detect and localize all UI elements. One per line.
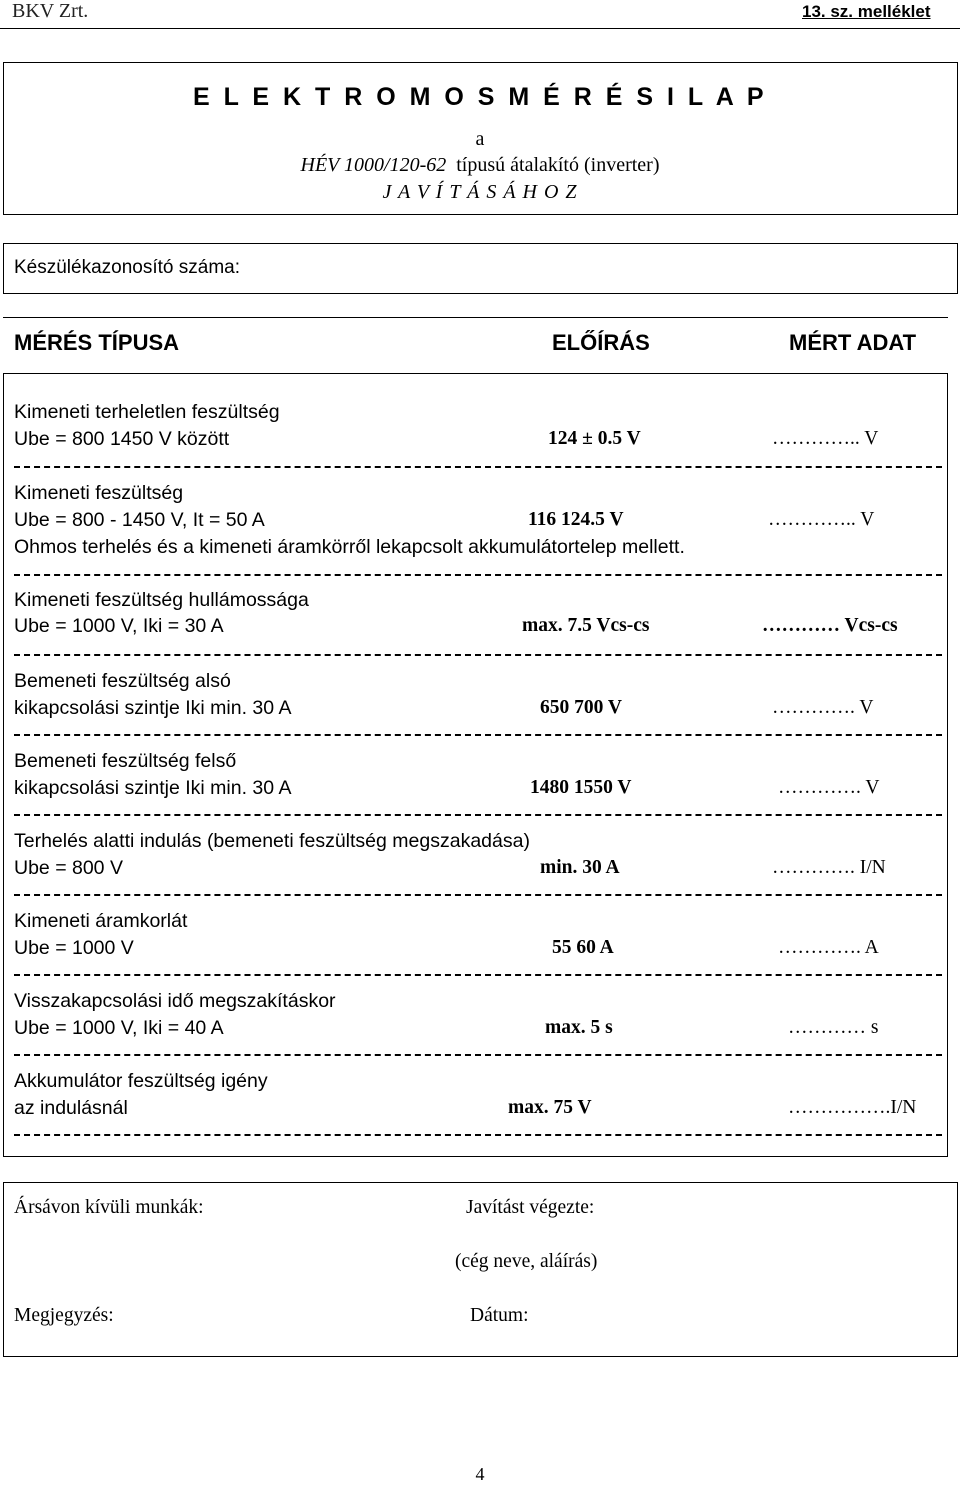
row-1-spec: 124 ± 0.5 V (548, 428, 641, 449)
row-3-line-1: Kimeneti feszültség hullámossága (14, 589, 309, 611)
row-9-spec: max. 75 V (508, 1097, 592, 1118)
page-number: 4 (475, 1464, 485, 1484)
row-3-measured[interactable]: ………… Vcs-cs (762, 615, 898, 636)
row-separator (14, 894, 942, 898)
device-line (0, 154, 960, 177)
row-separator (14, 1054, 942, 1058)
row-9-measured[interactable]: …………….I/N (788, 1097, 917, 1118)
form-purpose: J A V Í T Á S Á H O Z (382, 181, 578, 203)
title-article: a (475, 128, 485, 150)
extra-work-label: Ársávon kívüli munkák: (14, 1197, 204, 1218)
row-5-line-1: Bemeneti feszültség felső (14, 750, 237, 772)
row-7-line-1: Kimeneti áramkorlát (14, 910, 188, 932)
row-2-line-2: Ube = 800 - 1450 V, It = 50 A (14, 509, 265, 531)
row-6-line-1: Terhelés alatti indulás (bemeneti feszültség megszakadása) (14, 830, 530, 852)
company-signature-label: (cég neve, aláírás) (455, 1251, 598, 1272)
row-2-line-1: Kimeneti feszültség (14, 482, 184, 504)
row-separator (14, 1134, 942, 1138)
row-7-measured[interactable]: …………. A (778, 937, 879, 958)
row-1-line-1: Kimeneti terheletlen feszültség (14, 401, 280, 423)
row-7-spec: 55 60 A (552, 937, 614, 958)
table-left-rule (3, 374, 4, 1157)
row-2-line-3: Ohmos terhelés és a kimeneti áramkörről lekapcsolt akkumulátortelep mellett. (14, 536, 685, 558)
row-8-spec: max. 5 s (545, 1017, 613, 1038)
row-1-measured[interactable]: ………….. V (772, 428, 879, 449)
row-2-spec: 116 124.5 V (528, 509, 624, 530)
row-separator (14, 974, 942, 978)
company-name: BKV Zrt. (12, 0, 89, 22)
device-model: HÉV 1000/120-62 (300, 154, 447, 176)
row-6-spec: min. 30 A (540, 857, 620, 878)
row-5-line-2: kikapcsolási szintje Iki min. 30 A (14, 777, 292, 799)
row-4-measured[interactable]: …………. V (772, 697, 874, 718)
table-header-rule (3, 373, 948, 374)
appendix-label: 13. sz. melléklet (802, 2, 931, 21)
column-spec: ELŐÍRÁS (552, 330, 650, 355)
row-4-spec: 650 700 V (540, 697, 622, 718)
notes-label: Megjegyzés: (14, 1305, 114, 1326)
row-separator (14, 814, 942, 818)
row-9-line-1: Akkumulátor feszültség igény (14, 1070, 268, 1092)
column-measured: MÉRT ADAT (789, 330, 917, 355)
device-description: típusú átalakító (inverter) (456, 154, 660, 176)
row-8-measured[interactable]: ………… s (788, 1017, 879, 1038)
row-3-line-2: Ube = 1000 V, Iki = 30 A (14, 615, 224, 637)
column-type: MÉRÉS TÍPUSA (14, 330, 180, 355)
row-6-line-2: Ube = 800 V (14, 857, 123, 879)
row-separator (14, 734, 942, 738)
device-id-label: Készülékazonosító száma: (14, 257, 241, 278)
row-9-line-2: az indulásnál (14, 1097, 128, 1119)
row-separator (14, 654, 942, 658)
date-label: Dátum: (470, 1305, 529, 1326)
row-separator (14, 466, 942, 470)
row-3-spec: max. 7.5 Vcs-cs (522, 615, 650, 636)
row-5-measured[interactable]: …………. V (778, 777, 880, 798)
table-bottom-rule (3, 1156, 948, 1157)
row-2-measured[interactable]: ………….. V (768, 509, 875, 530)
row-8-line-2: Ube = 1000 V, Iki = 40 A (14, 1017, 224, 1039)
row-4-line-1: Bemeneti feszültség alsó (14, 670, 231, 692)
row-6-measured[interactable]: …………. I/N (772, 857, 886, 878)
row-separator (14, 574, 942, 578)
table-right-rule (947, 374, 948, 1157)
repaired-by-label: Javítást végezte: (466, 1197, 595, 1218)
row-5-spec: 1480 1550 V (530, 777, 632, 798)
row-7-line-2: Ube = 1000 V (14, 937, 134, 959)
table-top-rule (3, 317, 948, 318)
row-1-line-2: Ube = 800 1450 V között (14, 428, 230, 450)
form-title: E L E K T R O M O S M É R É S I L A P (192, 83, 767, 111)
header-rule (0, 28, 960, 29)
row-8-line-1: Visszakapcsolási idő megszakításkor (14, 990, 336, 1012)
row-4-line-2: kikapcsolási szintje Iki min. 30 A (14, 697, 292, 719)
